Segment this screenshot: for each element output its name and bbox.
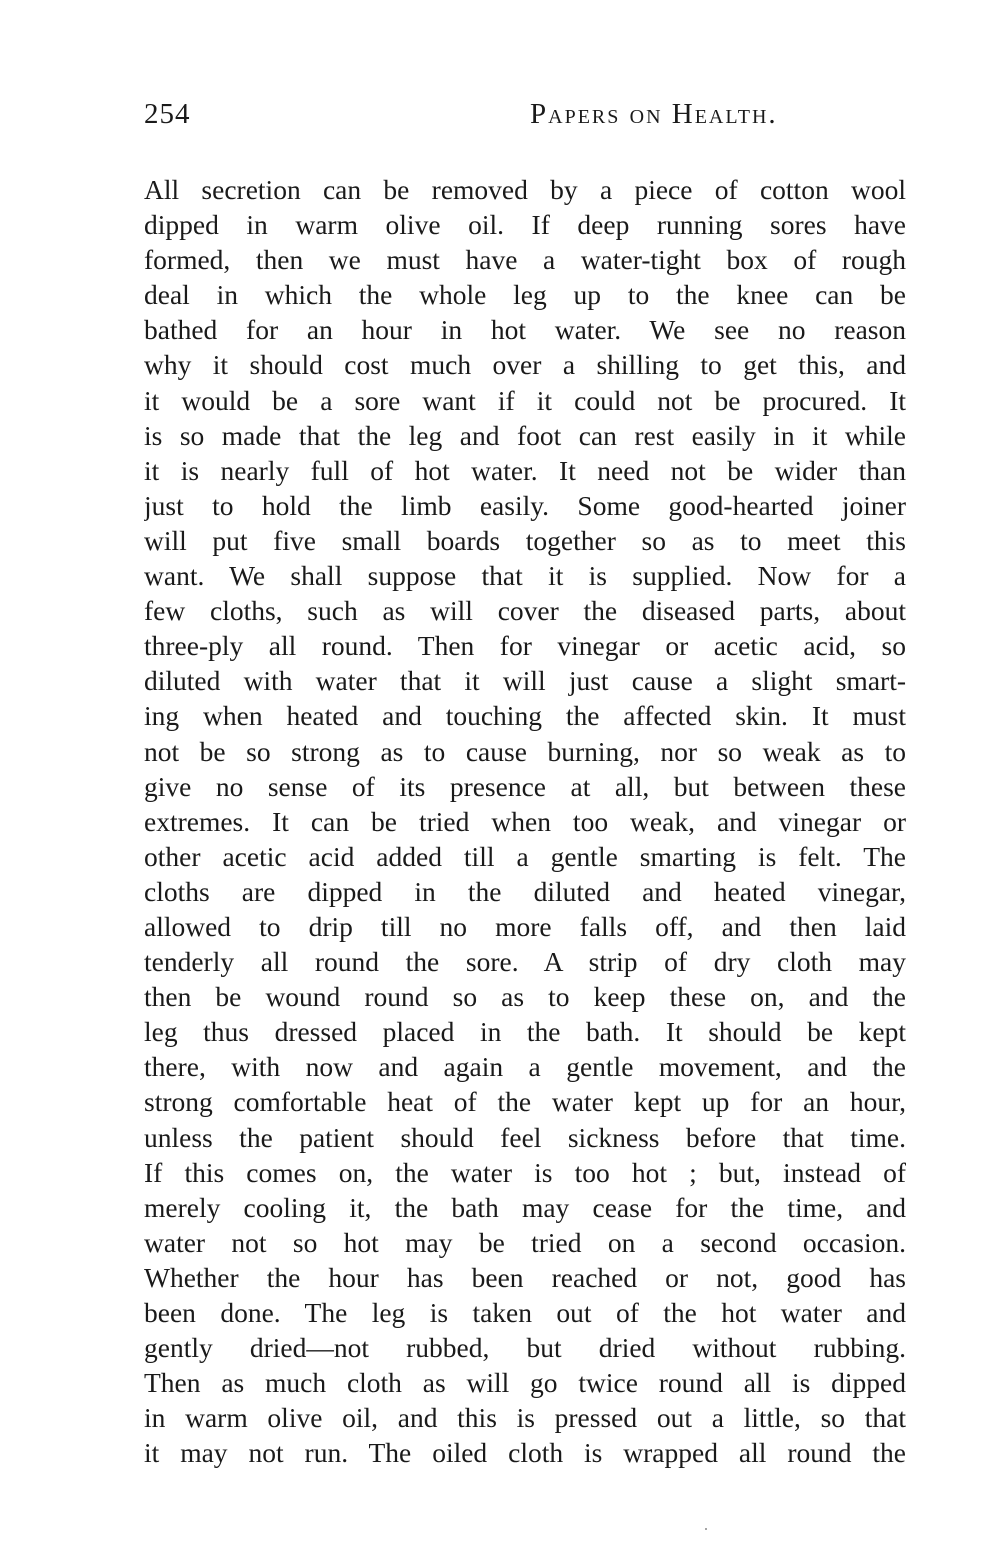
text-line: few cloths, such as will cover the diseased parts, about: [144, 595, 906, 627]
text-line: allowed to drip till no more falls off, and then laid: [144, 910, 906, 942]
text-line: it may not run. The oiled cloth is wrapped all round the: [144, 1437, 906, 1469]
text-line: why it should cost much over a shilling to get this, and: [144, 349, 906, 381]
text-line: bathed for an hour in hot water. We see no reason: [144, 314, 906, 346]
text-line: diluted with water that it will just cause a slight smart-: [144, 665, 906, 697]
text-line: formed, then we must have a water-tight box of rough: [144, 244, 906, 276]
text-line: gently dried—not rubbed, but dried without rubbing.: [144, 1332, 906, 1364]
text-line: cloths are dipped in the diluted and heated vinegar,: [144, 875, 906, 907]
text-line: been done. The leg is taken out of the hot water and: [144, 1297, 906, 1328]
text-line: water not so hot may be tried on a second occasion.: [144, 1226, 906, 1258]
paper-speck: [705, 1528, 707, 1530]
text-line: will put five small boards together so as to meet this: [144, 524, 906, 556]
text-line: not be so strong as to cause burning, nor so weak as to: [144, 735, 906, 767]
text-line: If this comes on, the water is too hot ; but, instead of: [144, 1156, 906, 1188]
text-line: deal in which the whole leg up to the knee can be: [144, 279, 906, 311]
text-line: extremes. It can be tried when too weak, and vinegar or: [144, 805, 906, 837]
text-line: then be wound round so as to keep these on, and the: [144, 981, 906, 1013]
body-text: [144, 172, 906, 1470]
text-line: tenderly all round the sore. A strip of dry cloth may: [144, 946, 906, 978]
text-line: unless the patient should feel sickness before that time.: [144, 1121, 906, 1153]
text-line: want. We shall suppose that it is supplied. Now for a: [144, 560, 906, 592]
text-line: ing when heated and touching the affected skin. It must: [144, 700, 906, 732]
page-header: [144, 98, 906, 142]
text-line: is so made that the leg and foot can rest easily in it while: [144, 419, 906, 451]
text-line: merely cooling it, the bath may cease for the time, and: [144, 1191, 906, 1223]
text-line: there, with now and again a gentle movement, and the: [144, 1051, 906, 1083]
text-line: All secretion can be removed by a piece of cotton wool: [144, 174, 906, 205]
text-line: it would be a sore want if it could not be procured. It: [144, 384, 906, 416]
text-line: leg thus dressed placed in the bath. It should be kept: [144, 1016, 906, 1048]
text-line: Then as much cloth as will go twice round all is dipped: [144, 1367, 906, 1399]
text-line: give no sense of its presence at all, but between these: [144, 770, 906, 802]
running-title: Papers on Health.: [530, 98, 778, 130]
text-line: in warm olive oil, and this is pressed out a little, so that: [144, 1402, 906, 1434]
page-number: 254: [144, 98, 191, 130]
text-line: it is nearly full of hot water. It need not be wider than: [144, 454, 906, 486]
text-line: three-ply all round. Then for vinegar or acetic acid, so: [144, 630, 906, 662]
text-line: Whether the hour has been reached or not, good has: [144, 1261, 906, 1293]
text-line: other acetic acid added till a gentle smarting is felt. The: [144, 840, 906, 872]
text-line: dipped in warm olive oil. If deep running sores have: [144, 209, 906, 241]
text-line: just to hold the limb easily. Some good-hearted joiner: [144, 489, 906, 521]
text-line: strong comfortable heat of the water kept up for an hour,: [144, 1086, 906, 1118]
